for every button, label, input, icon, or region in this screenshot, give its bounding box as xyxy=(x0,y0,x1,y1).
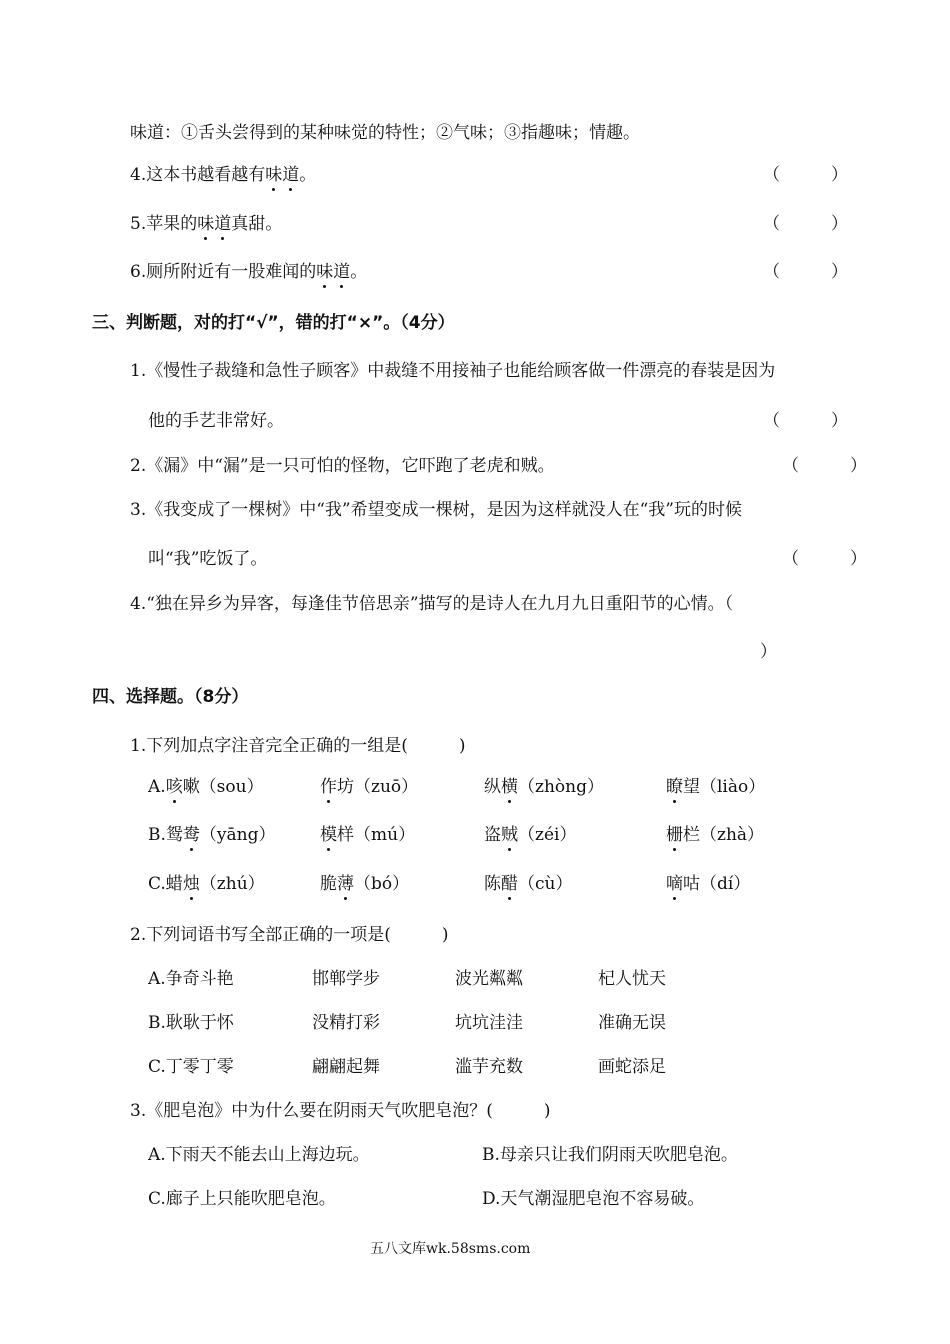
section3-q3-paren[interactable]: （ ） xyxy=(782,549,867,569)
section4-q3: 3.《肥皂泡》中为什么要在阴雨天气吹肥皂泡？( ) xyxy=(130,1101,551,1121)
q1-option-cell: 模样（mú） xyxy=(320,820,415,845)
q3-option-c[interactable]: C.廊子上只能吹肥皂泡。 xyxy=(148,1189,336,1209)
q1-option-cell[interactable]: A.咳嗽（sou） xyxy=(148,772,264,797)
section3-q1-line2: 他的手艺非常好。 xyxy=(148,411,284,431)
dotted-char: 贼 xyxy=(501,820,518,845)
footer-watermark: 五八文库wk.58sms.com xyxy=(370,1241,531,1257)
q2-option-word: 准确无误 xyxy=(598,1013,666,1033)
q1-option-cell: 嘀咕（dí） xyxy=(666,869,750,894)
dotted-char: 鸯 xyxy=(183,820,200,845)
section3-q1-line1: 1.《慢性子裁缝和急性子顾客》中裁缝不用接袖子也能给顾客做一件漂亮的春装是因为 xyxy=(130,361,776,381)
meaning-item-5: 5.苹果的味道真甜。 xyxy=(130,209,282,234)
q1-option-cell: 瞭望（liào） xyxy=(666,772,765,797)
section3-q4-paren-close[interactable]: ） xyxy=(760,642,777,662)
q2-option-word: 坑坑洼洼 xyxy=(455,1013,523,1033)
section3-q2: 2.《漏》中“漏”是一只可怕的怪物，它吓跑了老虎和贼。 xyxy=(130,456,555,476)
q3-option-d[interactable]: D.天气潮湿肥皂泡不容易破。 xyxy=(482,1189,705,1209)
dotted-char: 道 xyxy=(333,257,350,282)
meaning-item-6: 6.厕所附近有一股难闻的味道。 xyxy=(130,257,367,282)
dotted-char: 味 xyxy=(265,160,282,185)
word-meaning-line: 味道：①舌头尝得到的某种味觉的特性；②气味；③指趣味；情趣。 xyxy=(130,123,640,143)
dotted-char: 咳 xyxy=(166,772,183,797)
section3-q1-paren[interactable]: （ ） xyxy=(763,411,848,431)
q2-option-word: 杞人忧天 xyxy=(598,969,666,989)
dotted-char: 模 xyxy=(320,820,337,845)
q2-option-word: 波光粼粼 xyxy=(455,969,523,989)
q2-option-word: 翩翩起舞 xyxy=(312,1057,380,1077)
q1-option-cell: 陈醋（cù） xyxy=(484,869,572,894)
section3-title: 三、判断题，对的打“√”，错的打“×”。（4分） xyxy=(92,313,455,333)
section4-q1: 1.下列加点字注音完全正确的一组是( ) xyxy=(130,736,466,756)
dotted-char: 味 xyxy=(316,257,333,282)
q1-option-cell: 盗贼（zéi） xyxy=(484,820,576,845)
dotted-char: 道 xyxy=(214,209,231,234)
dotted-word xyxy=(197,214,231,234)
q1-option-cell: 作坊（zuō） xyxy=(320,772,418,797)
answer-paren-5[interactable]: （ ） xyxy=(763,214,848,234)
dotted-char: 醋 xyxy=(501,869,518,894)
dotted-char: 作 xyxy=(320,772,337,797)
q3-option-b[interactable]: B.母亲只让我们阴雨天吹肥皂泡。 xyxy=(482,1145,738,1165)
q2-option-word: 滥芋充数 xyxy=(455,1057,523,1077)
dotted-char: 烛 xyxy=(183,869,200,894)
q1-option-cell[interactable]: B.鸳鸯（yāng） xyxy=(148,820,275,845)
dotted-char: 横 xyxy=(501,772,518,797)
section3-q2-paren[interactable]: （ ） xyxy=(782,456,867,476)
q2-option-word: 没精打彩 xyxy=(312,1013,380,1033)
q1-option-cell: 脆薄（bó） xyxy=(320,869,409,894)
q2-option-word[interactable]: A.争奇斗艳 xyxy=(148,969,234,989)
dotted-char: 味 xyxy=(197,209,214,234)
q2-option-word[interactable]: C.丁零丁零 xyxy=(148,1057,234,1077)
section3-q3-line1: 3.《我变成了一棵树》中“我”希望变成一棵树，是因为这样就没人在“我”玩的时候 xyxy=(130,500,742,520)
q1-option-cell: 纵横（zhòng） xyxy=(484,772,604,797)
dotted-char: 薄 xyxy=(337,869,354,894)
section3-q3-line2: 叫“我”吃饭了。 xyxy=(148,549,268,569)
q3-option-a[interactable]: A.下雨天不能去山上海边玩。 xyxy=(148,1145,370,1165)
q2-option-word: 邯郸学步 xyxy=(312,969,380,989)
dotted-char: 栅 xyxy=(666,820,683,845)
dotted-char: 瞭 xyxy=(666,772,683,797)
answer-paren-6[interactable]: （ ） xyxy=(763,262,848,282)
q2-option-word: 画蛇添足 xyxy=(598,1057,666,1077)
dotted-char: 嘀 xyxy=(666,869,683,894)
dotted-word xyxy=(316,262,350,282)
section4-title: 四、选择题。（8分） xyxy=(92,687,249,707)
section4-q2: 2.下列词语书写全部正确的一项是( ) xyxy=(130,925,449,945)
q2-option-word[interactable]: B.耿耿于怀 xyxy=(148,1013,234,1033)
dotted-char: 道 xyxy=(282,160,299,185)
answer-paren-4[interactable]: （ ） xyxy=(763,165,848,185)
section3-q4-line1: 4.“独在异乡为异客，每逢佳节倍思亲”描写的是诗人在九月九日重阳节的心情。（ xyxy=(130,594,734,614)
meaning-item-4: 4.这本书越看越有味道。 xyxy=(130,160,316,185)
q1-option-cell: 栅栏（zhà） xyxy=(666,820,764,845)
q1-option-cell[interactable]: C.蜡烛（zhú） xyxy=(148,869,265,894)
dotted-word xyxy=(265,165,299,185)
